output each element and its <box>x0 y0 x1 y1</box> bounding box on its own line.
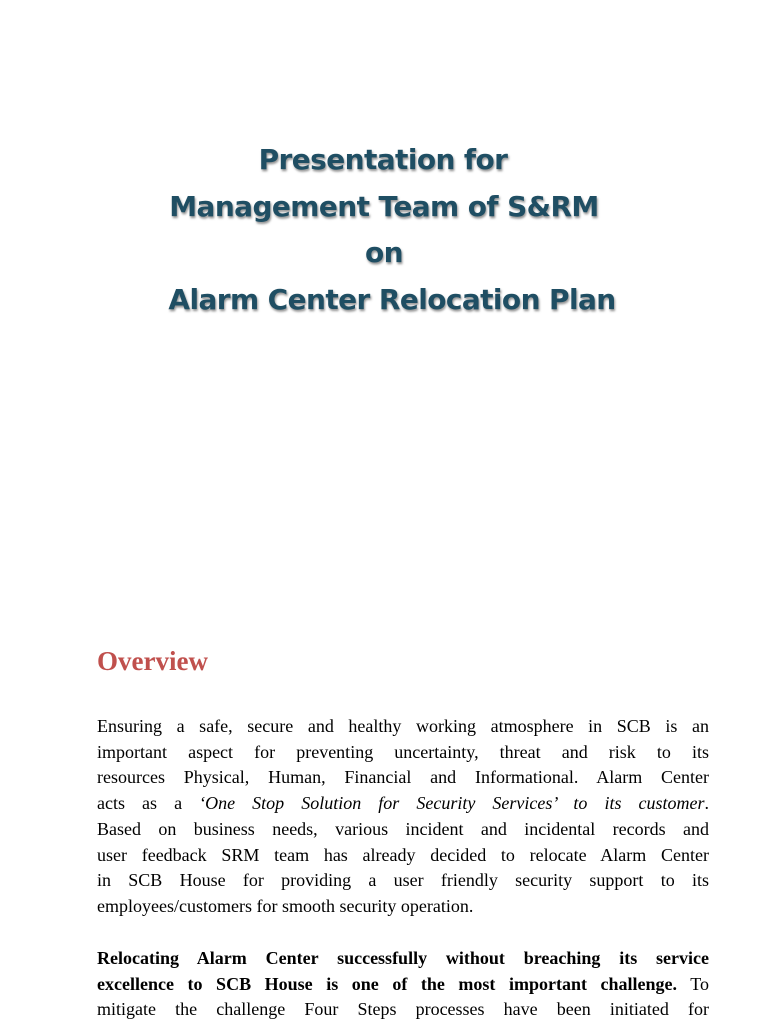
paragraph-line <box>97 972 709 998</box>
title-line-2: Management Team of S&RM <box>169 189 599 223</box>
paragraph-text: . <box>704 793 710 814</box>
paragraph-bold-line: Relocating Alarm Center successfully without breaching its service <box>97 948 709 968</box>
title-line-1: Presentation for <box>258 143 508 176</box>
paragraph-italic-text: ‘One Stop Solution for Security Services’ to its customer <box>199 793 705 814</box>
paragraph-line: resources Physical, Human, Financial and Informational. Alarm Center <box>97 767 709 788</box>
paragraph-line <box>97 791 709 817</box>
title-line-4: Alarm Center Relocation Plan <box>168 282 616 316</box>
paragraph-text: acts as a <box>97 793 200 814</box>
overview-paragraph-2 <box>97 946 709 1023</box>
paragraph-line: user feedback SRM team has already decided to relocate Alarm Center <box>97 844 709 865</box>
paragraph-text: To <box>677 973 710 994</box>
overview-heading: Overview <box>97 646 208 676</box>
paragraph-line: in SCB House for providing a user friendly security support to its <box>97 870 709 891</box>
presentation-title <box>0 137 768 323</box>
overview-paragraph-1 <box>97 714 709 920</box>
title-line-3: on <box>365 236 403 269</box>
paragraph-line: important aspect for preventing uncertainty, threat and risk to its <box>97 741 709 762</box>
paragraph-line: Based on business needs, various incident and incidental records and <box>97 818 709 839</box>
paragraph-line: Ensuring a safe, secure and healthy working atmosphere in SCB is an <box>97 716 709 736</box>
paragraph-bold-text: excellence to SCB House is one of the most important challenge. <box>97 973 678 994</box>
paragraph-line: mitigate the challenge Four Steps processes have been initiated for <box>97 999 709 1020</box>
paragraph-line: employees/customers for smooth security operation. <box>97 895 474 916</box>
